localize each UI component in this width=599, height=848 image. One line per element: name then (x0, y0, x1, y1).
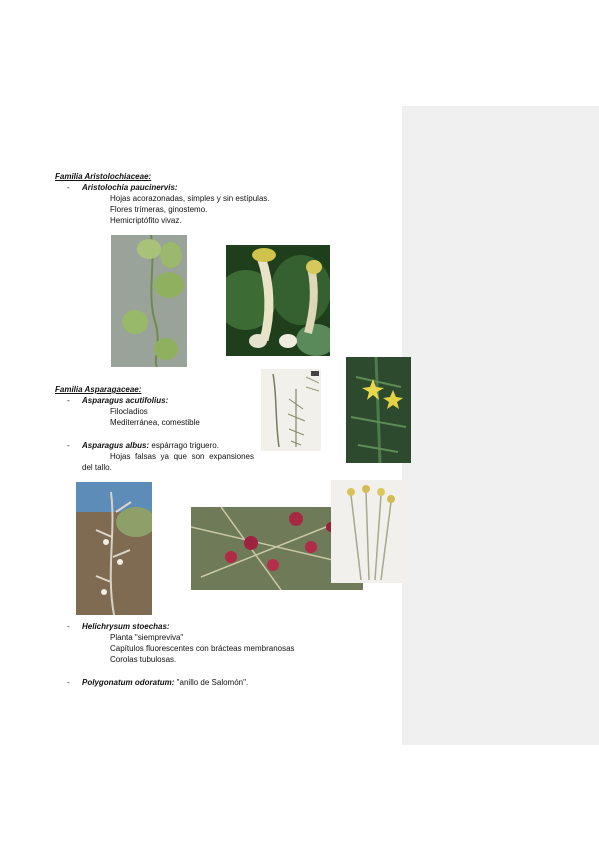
bullet-dash: - (67, 396, 70, 405)
asparagus-herbarium-photo (261, 369, 321, 451)
family-heading-aristolochiaceae: Familia Aristolochiaceae: (55, 172, 152, 181)
species-common-name: espárrago triguero. (149, 441, 219, 450)
species-name-asparagus-albus: Asparagus albus: (82, 441, 150, 450)
species-description-line: Filocladios (110, 407, 148, 416)
species-description-line: Hojas falsas ya que son expansiones (110, 452, 254, 461)
species-name-asparagus-acutifolius: Asparagus acutifolius: (82, 396, 169, 405)
comment-pane (402, 106, 599, 745)
species-description-line: Capítulos fluorescentes con brácteas membranosas (110, 644, 295, 653)
species-name-aristolochia: Aristolochia paucinervis: (82, 183, 178, 192)
species-description-line: Flores trímeras, ginostemo. (110, 205, 208, 214)
species-description-line: Mediterránea, comestible (110, 418, 200, 427)
bullet-dash: - (67, 678, 70, 687)
aristolochia-leaves-photo (111, 235, 187, 367)
species-description-line: del tallo. (82, 463, 112, 472)
species-name-polygonatum: Polygonatum odoratum: (82, 678, 175, 687)
species-line-asparagus-albus (82, 441, 219, 451)
species-name-helichrysum: Helichrysum stoechas: (82, 622, 170, 631)
family-heading-asparagaceae: Familia Asparagaceae: (55, 385, 142, 394)
aristolochia-flowers-photo (226, 245, 330, 356)
species-description-line: Planta "siempreviva" (110, 633, 184, 642)
bullet-dash: - (67, 622, 70, 631)
species-description-line: Hojas acorazonadas, simples y sin estípulas. (110, 194, 270, 203)
bullet-dash: - (67, 441, 70, 450)
asparagus-flowers-photo (346, 357, 411, 463)
species-description-line: Corolas tubulosas. (110, 655, 177, 664)
asparagus-albus-photo (76, 482, 152, 615)
species-line-polygonatum (82, 678, 248, 688)
species-common-name: "anillo de Salomón". (174, 678, 249, 687)
helichrysum-herbarium-photo (331, 480, 407, 583)
bullet-dash: - (67, 183, 70, 192)
species-description-line: Hemicriptófito vivaz. (110, 216, 182, 225)
